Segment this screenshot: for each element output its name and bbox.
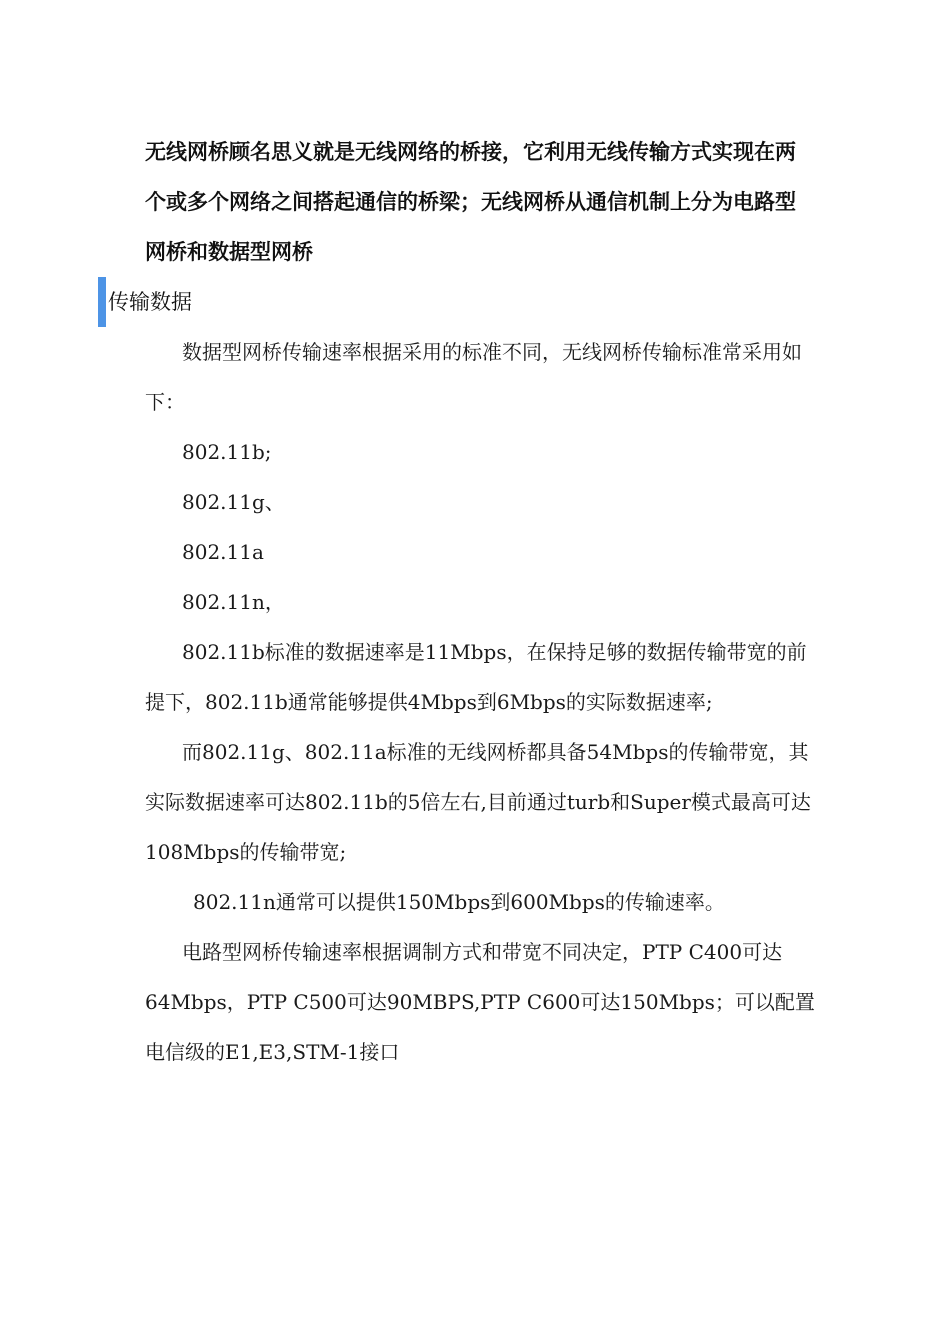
paragraph-80211n-rate: 802.11n通常可以提供150Mbps到600Mbps的传输速率。: [193, 890, 725, 914]
document-body: [108, 127, 815, 1077]
list-item-80211g: 802.11g、: [182, 490, 285, 514]
paragraph-80211b-rate: 802.11b标准的数据速率是11Mbps，在保持足够的数据传输带宽的前提下，802.11b通常能够提供4Mbps到6Mbps的实际数据速率;: [145, 640, 807, 714]
heading-accent-bar: [98, 277, 106, 327]
paragraph-standards-intro: 数据型网桥传输速率根据采用的标准不同，无线网桥传输标准常采用如下：: [145, 340, 802, 414]
intro-paragraph: 无线网桥顾名思义就是无线网络的桥接，它利用无线传输方式实现在两个或多个网络之间搭起通信的桥梁；无线网桥从通信机制上分为电路型网桥和数据型网桥: [145, 140, 796, 264]
section-heading-text: 传输数据: [108, 290, 192, 314]
paragraph-80211g-a-rate: 而802.11g、802.11a标准的无线网桥都具备54Mbps的传输带宽，其实际数据速率可达802.11b的5倍左右,目前通过turb和Super模式最高可达108Mbps的传输带宽;: [145, 740, 811, 864]
list-item-80211n: 802.11n，: [182, 590, 285, 614]
list-item-80211a: 802.11a: [182, 540, 264, 564]
section-heading: [108, 277, 815, 327]
paragraph-circuit-bridge: 电路型网桥传输速率根据调制方式和带宽不同决定，PTP C400可达64Mbps，PTP C500可达90MBPS,PTP C600可达150Mbps；可以配置电信级的E1,E3,STM-1接口: [145, 940, 815, 1064]
list-item-80211b: 802.11b;: [182, 440, 272, 464]
